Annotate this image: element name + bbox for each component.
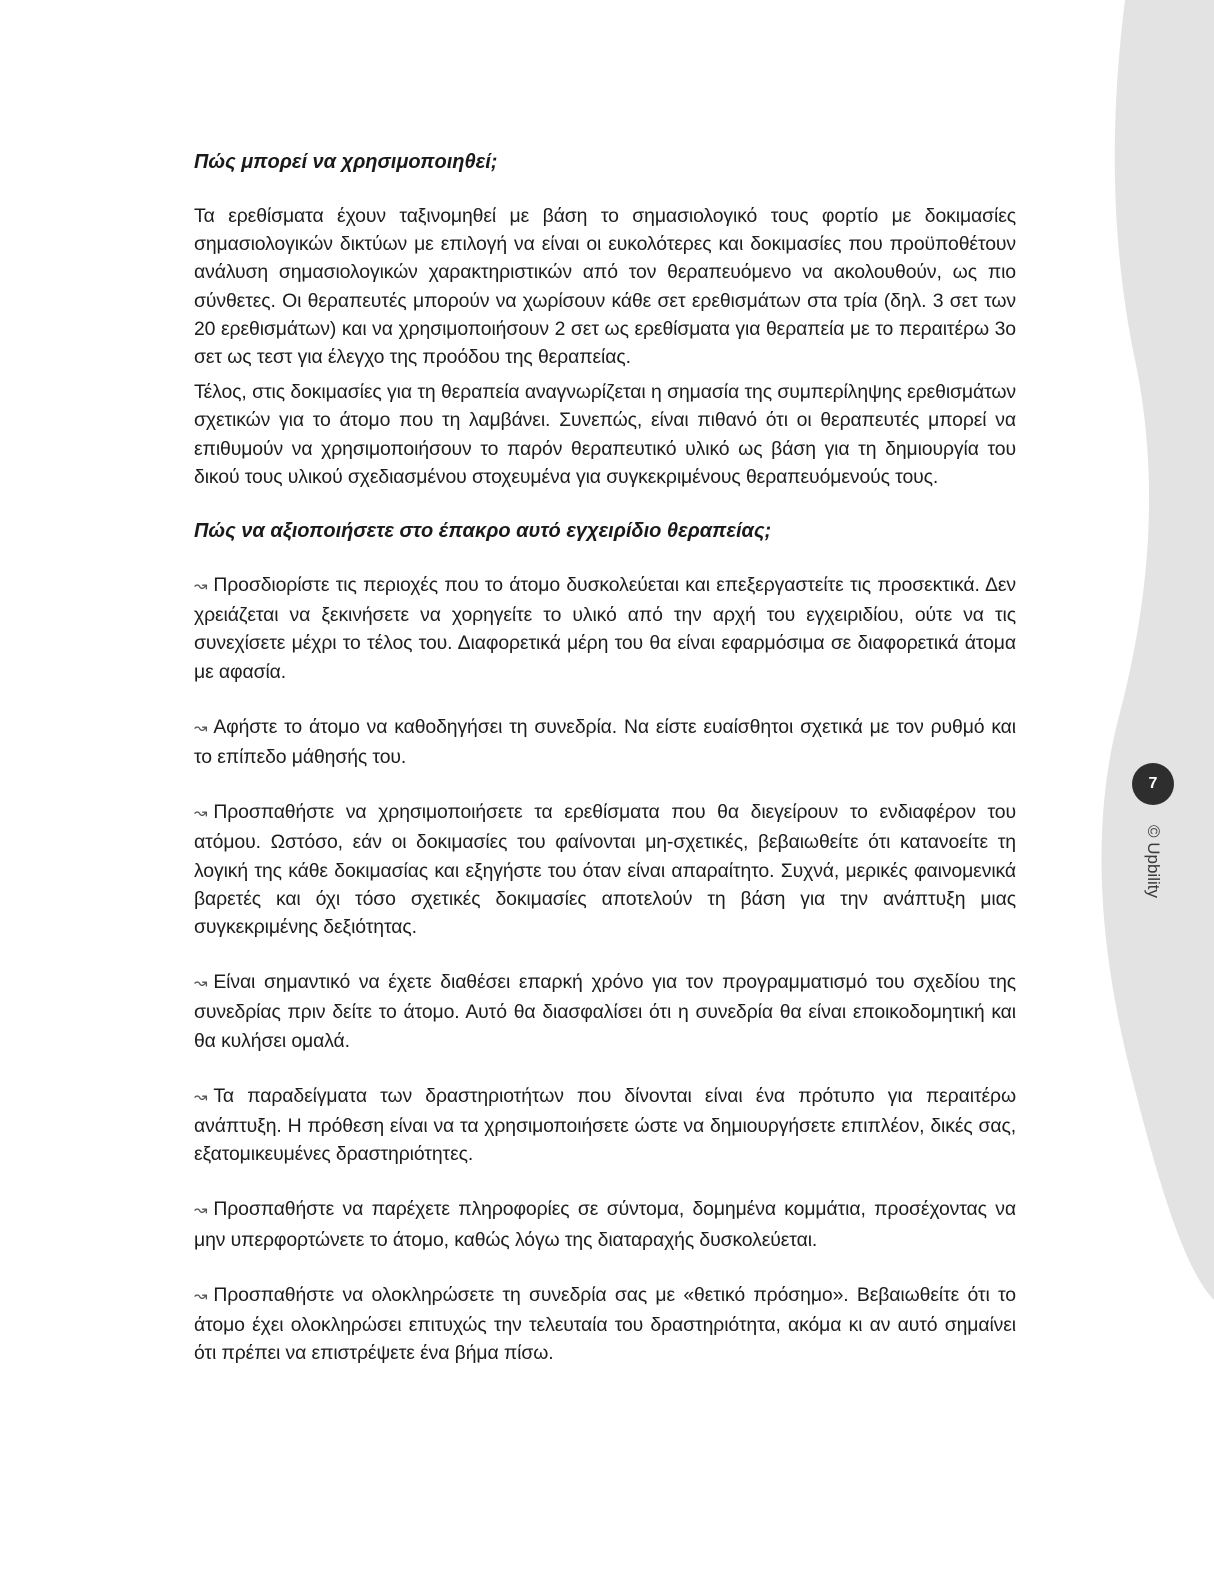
squiggle-arrow-icon: ↝: [194, 1088, 208, 1106]
bullet-item: [194, 713, 1016, 771]
heading-make-most: Πώς να αξιοποιήσετε στο έπακρο αυτό εγχειρίδιο θεραπείας;: [194, 520, 772, 543]
squiggle-arrow-icon: ↝: [194, 805, 208, 823]
squiggle-arrow-icon: ↝: [194, 1202, 208, 1220]
squiggle-arrow-icon: ↝: [194, 1287, 208, 1305]
bullet-text: Προσπαθήστε να χρησιμοποιήσετε τα ερεθίσματα που θα διεγείρουν το ενδιαφέρον του ατόμου. Ωστόσο, εάν οι δοκιμασίες του φαίνονται μη-σχετικές, βεβαιωθείτε ότι κατανοείτε τη λογική της κάθε δοκιμασίας και εξηγήστε του όταν είναι απαραίτητο. Συχνά, μερικές φαινομενικά βαρετές και όχι τόσο σχετικές δοκιμασίες αποτελούν τη βάση για την ανάπτυξη μιας συγκεκριμένης δεξιότητας.: [194, 801, 1016, 939]
bullet-item: [194, 798, 1016, 941]
bullet-item: [194, 1082, 1016, 1169]
bullet-text: Προσπαθήστε να παρέχετε πληροφορίες σε σύντομα, δομημένα κομμάτια, προσέχοντας να μην υπερφορτώνετε το άτομο, καθώς λόγω της διαταραχής δυσκολεύεται.: [194, 1198, 1016, 1251]
squiggle-arrow-icon: ↝: [194, 719, 208, 737]
bullet-text: Τα παραδείγματα των δραστηριοτήτων που δίνονται είναι ένα πρότυπο για περαιτέρω ανάπτυξη. Η πρόθεση είναι να τα χρησιμοποιήσετε ώστε να δημιουργήσετε επιπλέον, δικές σας, εξατομικευμένες δραστηριότητες.: [194, 1084, 1016, 1166]
bullet-item: [194, 1195, 1016, 1253]
paragraph-finally: Τέλος, στις δοκιμασίες για τη θεραπεία αναγνωρίζεται η σημασία της συμπερίληψης ερεθισμάτων σχετικών για το άτομο που τη λαμβάνει. Συνεπώς, είναι πιθανό ότι οι θεραπευτές μπορεί να επιθυμούν να χρησιμοποιήσουν το παρόν θεραπευτικό υλικό ως βάση για τη δημιουργία του δικού τους υλικού σχεδιασμένου στοχευμένα για συγκεκριμένους θεραπευόμενούς τους.: [194, 381, 1016, 488]
bullet-text: Αφήστε το άτομο να καθοδηγήσει τη συνεδρία. Να είστε ευαίσθητοι σχετικά με τον ρυθμό και το επίπεδο μάθησής του.: [194, 715, 1016, 769]
bullet-item: [194, 968, 1016, 1055]
page-number-badge: 7: [1132, 763, 1174, 805]
page-content: [194, 148, 1016, 1368]
bullet-item: [194, 1281, 1016, 1368]
squiggle-arrow-icon: ↝: [194, 578, 208, 596]
heading-how-used: Πώς μπορεί να χρησιμοποιηθεί;: [194, 151, 498, 173]
bullet-item: [194, 571, 1016, 686]
bullet-text: Προσπαθήστε να ολοκληρώσετε τη συνεδρία σας με «θετικό πρόσημο». Βεβαιωθείτε ότι το άτομο έχει ολοκληρώσει επιτυχώς την τελευταία του δραστηριότητα, ακόμα κι αν αυτό σημαίνει ότι πρέπει να επιστρέψετε ένα βήμα πίσω.: [194, 1283, 1016, 1365]
bullet-text: Είναι σημαντικό να έχετε διαθέσει επαρκή χρόνο για τον προγραμματισμό του σχεδίου της συνεδρίας πριν δείτε το άτομο. Αυτό θα διασφαλίσει ότι η συνεδρία θα είναι εποικοδομητική και θα κυλήσει ομαλά.: [194, 971, 1016, 1052]
squiggle-arrow-icon: ↝: [194, 975, 208, 993]
copyright-notice: © Upbility: [1144, 825, 1163, 898]
paragraph-stimuli: Τα ερεθίσματα έχουν ταξινομηθεί με βάση το σημασιολογικό τους φορτίο με δοκιμασίες σημασιολογικών δικτύων με επιλογή να είναι οι ευκολότερες και δοκιμασίες που προϋποθέτουν ανάλυση σημασιολογικών χαρακτηριστικών από τον θεραπευόμενο να ακολουθούν, ως πιο σύνθετες. Οι θεραπευτές μπορούν να χωρίσουν κάθε σετ ερεθισμάτων στα τρία (δηλ. 3 σετ των 20 ερεθισμάτων) και να χρησιμοποιήσουν 2 σετ ως ερεθίσματα για θεραπεία με το περαιτέρω 3ο σετ ως τεστ για έλεγχο της προόδου της θεραπείας.: [194, 205, 1016, 369]
bullet-text: Προσδιορίστε τις περιοχές που το άτομο δυσκολεύεται και επεξεργαστείτε τις προσεκτικά. Δεν χρειάζεται να ξεκινήσετε να χορηγείτε το υλικό από την αρχή του εγχειριδίου, ούτε να τις συνεχίσετε μέχρι το τέλος του. Διαφορετικά μέρη του θα είναι εφαρμόσιμα σε διαφορετικά άτομα με αφασία.: [194, 574, 1016, 683]
